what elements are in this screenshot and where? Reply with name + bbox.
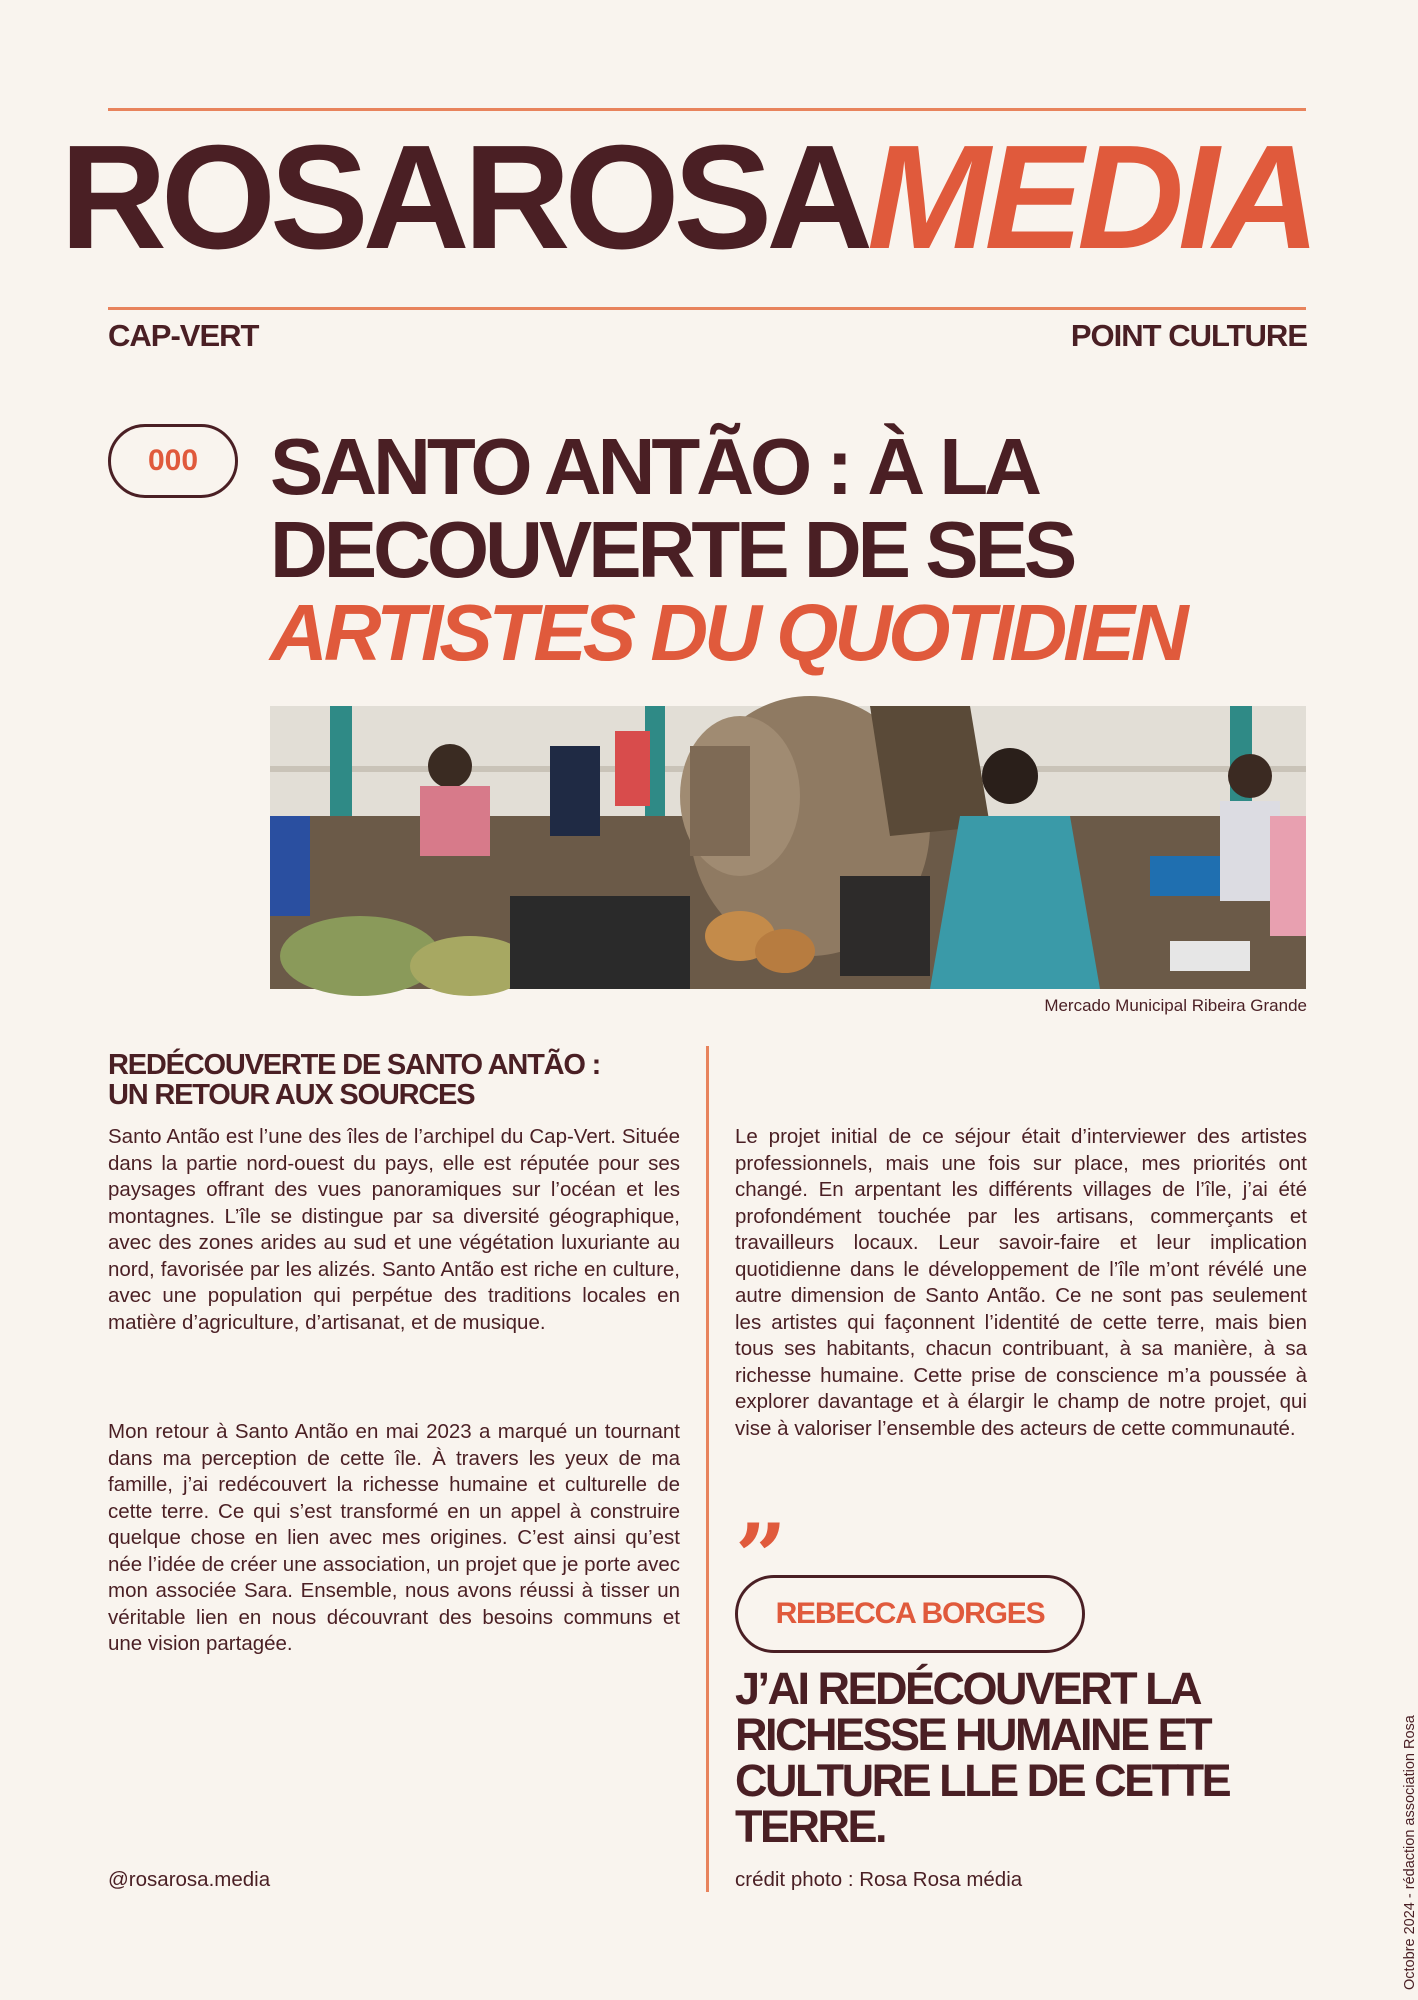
section-title-line-2: UN RETOUR AUX SOURCES [108, 1079, 475, 1111]
paragraph-1: Santo Antão est l’une des îles de l’archipel du Cap-Vert. Située dans la partie nord-ouest du pays, elle est réputée pour ses paysages offrant des vues panoramiques sur l’océan et les montagnes. L’île se distingue par sa diversité géographique, avec des zones arides au sud et une végétation luxuriante au nord, favorisée par les alizés. Santo Antão est riche en culture, avec une population qui perpétue des traditions locales en matière d’agriculture, d’artisanat, et de musique. [108, 1125, 680, 1334]
pull-quote-line-1: J’AI REDÉCOUVERT LA [735, 1663, 1201, 1714]
kicker-location: CAP-VERT [108, 318, 259, 353]
headline-line-3: ARTISTES DU QUOTIDIEN [270, 588, 1185, 677]
masthead-rule [108, 307, 1306, 310]
issue-number-badge: 000 [108, 424, 238, 498]
paragraph-2: Mon retour à Santo Antão en mai 2023 a marqué un tournant dans ma perception de cette île. À travers les yeux de ma famille, j’ai redécouvert la richesse humaine et culturelle de cette terre. Ce qui s’est transformé en un appel à construire quelque chose en lien avec mes origines. C’est ainsi qu’est née l’idée de créer une association, un projet que je porte avec mon associée Sara. Ensemble, nous avons réussi à tisser un véritable lien en nous découvrant des besoins communs et une vision partagée. [108, 1420, 680, 1655]
masthead-brand: ROSAROSA [60, 115, 868, 280]
column-divider [706, 1046, 709, 1892]
article-headline [270, 422, 1330, 677]
pull-quote-line-3: CULTURE LLE DE CETTE [735, 1755, 1230, 1806]
pull-quote-line-2: RICHESSE HUMAINE ET [735, 1709, 1211, 1760]
section-title-line-1: REDÉCOUVERTE DE SANTO ANTÃO : [108, 1049, 601, 1081]
paragraph-3: Le projet initial de ce séjour était d’interviewer des artistes professionnels, mais une fois sur place, mes priorités ont changé. En arpentant les différents villages de l’île, j’ai été profondément touchée par les artisans, commerçants et travailleurs locaux. Leur savoir-faire et leur implication quotidienne dans le développement de l’île m’ont révélé une autre dimension de Santo Antão. Ce ne sont pas seulement les artistes qui façonnent l’identité de cette terre, mais bien tous ses habitants, chacun contribuant, à sa manière, à sa richesse humaine. Cette prise de conscience m’a poussée à explorer davantage et à élargir le champ de notre projet, qui vise à valoriser l’ensemble des acteurs de cette communauté. [735, 1125, 1307, 1440]
quote-mark-icon: ” [735, 1504, 787, 1610]
pull-quote [735, 1663, 1295, 1852]
market-photo [270, 706, 1306, 989]
headline-line-1: SANTO ANTÃO : À LA [270, 422, 1038, 511]
headline-line-2: DECOUVERTE DE SES [270, 505, 1074, 594]
vertical-note: Octobre 2024 - rédaction association Rosa [1402, 1715, 1418, 1990]
top-rule [108, 108, 1306, 111]
masthead-media: MEDIA [867, 115, 1315, 280]
quote-author-badge: REBECCA BORGES [735, 1575, 1085, 1653]
kicker-section: POINT CULTURE [1070, 318, 1307, 353]
pull-quote-line-4: TERRE. [735, 1801, 886, 1852]
section-title [108, 1050, 668, 1110]
masthead [60, 115, 1360, 280]
social-handle: @rosarosa.media [108, 1868, 271, 1891]
photo-credit: crédit photo : Rosa Rosa média [735, 1868, 1023, 1891]
photo-caption: Mercado Municipal Ribeira Grande [1044, 996, 1307, 1015]
